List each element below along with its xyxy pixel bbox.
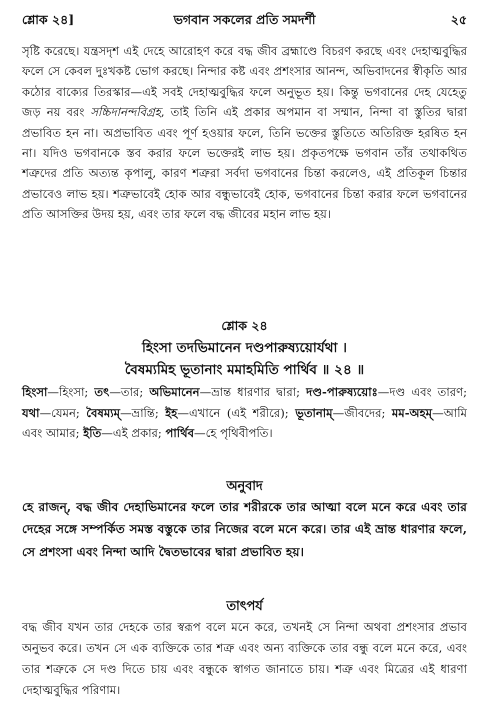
synonym-meaning: —ভ্রান্ত ধারণার দ্বারা;: [199, 385, 307, 399]
synonym-word: ভূতানাম্: [295, 405, 333, 420]
synonym-meaning: —ভ্রান্তি;: [120, 405, 166, 420]
synonym-meaning: —দণ্ড এবং তারণ;: [377, 385, 468, 399]
synonym-word: দণ্ড-পারুষ্যয়োঃ: [306, 385, 378, 399]
synonym-meaning: —এই প্রকার;: [101, 426, 166, 441]
synonym-word: অভিমানেন: [149, 385, 200, 399]
page-header: [22, 12, 467, 34]
synonym-word: যথা: [22, 405, 40, 420]
synonym-word: ইতি: [83, 426, 102, 441]
purport-title: তাৎপর্য: [226, 599, 263, 614]
translation-text: হে রাজন্, বদ্ধ জীব দেহাভিমানের ফলে তার শরীরকে তার আত্মা বলে মনে করে এবং তার দেহের সঙ্গে সম্পর্কিত সমস্ত বস্তুকে তার নিজের বলে মনে করে। তার এই ভ্রান্ত ধারণার ফলে, সে প্রশংসা এবং নিন্দা আদি দ্বৈতভাবের দ্বারা প্রভাবিত হয়।: [22, 500, 467, 559]
synonym-word: ইহ: [165, 405, 178, 420]
verse-line-1: হিংসা তদভিমানেন দণ্ডপারুষ্যয়োর্যথা ।: [141, 340, 348, 356]
synonym-word: পার্থিব: [165, 426, 195, 441]
synonym-meaning: —যেমন;: [39, 405, 87, 420]
synonym-word: তৎ: [94, 385, 110, 399]
synonym-word: বৈষম্যম্: [86, 405, 121, 420]
synonym-meaning: —আমি এবং আমার;: [22, 405, 467, 441]
synonym-word: হিংসা: [22, 385, 48, 399]
synonym-meaning: —তার;: [109, 385, 150, 399]
verse-number: শ্লোক ২৪: [221, 318, 268, 333]
synonym-word: মম-অহম্: [391, 405, 433, 420]
intro-italic-term: সচ্চিদানন্দবিগ্রহ: [90, 105, 161, 120]
header-page-number: ২৫: [450, 12, 467, 27]
intro-text-part2: , তাই তিনি এই প্রকার অপমান বা সম্মান, নিন্দা বা স্তুতির দ্বারা প্রভাবিত হন না। অপ্রভাবিত এবং পূর্ণ হওয়ার ফলে, তিনি ভক্তের স্তুতিতে অতিরিক্ত হরষিত হন না। যদিও ভগবানকে স্তব করার ফলে ভক্তেরই লাভ হয়। প্রকৃতপক্ষে ভগবান তাঁর তথাকথিত শত্রুদের প্রতি অত্যন্ত কৃপালু, কারণ শত্রুরা সর্বদা ভগবানের চিন্তা করলেও, এই প্রতিকূল চিন্তার প্রভাবেও লাভ হয়। শত্রুভাবেই হোক আর বন্ধুভাবেই হোক, ভগবানের চিন্তা করার ফলে ভগবানের প্রতি আসক্তির উদয় হয়, এবং তার ফলে বদ্ধ জীবের মহান লাভ হয়।: [22, 105, 467, 222]
synonyms-paragraph: [22, 382, 467, 444]
header-verse-ref: শ্লোক ২৪]: [22, 12, 75, 27]
synonym-meaning: —জীবদের;: [332, 405, 392, 420]
synonym-meaning: —হিংসা;: [47, 385, 95, 399]
translation-title: অনুবাদ: [226, 479, 263, 494]
verse-line-2: বৈষম্যমিহ ভূতানাং মমাহমিতি পার্থিব ॥ ২৪ ॥: [124, 362, 365, 378]
intro-text-part1: সৃষ্টি করেছে। যন্ত্রসদৃশ এই দেহে আরোহণ করে বদ্ধ জীব ব্রহ্মাণ্ডে বিচরণ করছে এবং দেহাত্মবুদ্ধির ফলে সে কেবল দুঃখকষ্ট ভোগ করছে। নিন্দার কষ্ট এবং প্রশংসার আনন্দ, অভিবাদনের স্বীকৃতি আর কঠোর বাক্যের তিরস্কার—এই সবই দেহাত্মবুদ্ধির ফলে অনুভূত হয়। কিন্তু ভগবানের দেহ যেহেতু জড় নয় বরং: [22, 44, 467, 120]
purport-text: বদ্ধ জীব যখন তার দেহকে তার স্বরূপ বলে মনে করে, তখনই সে নিন্দা অথবা প্রশংসার প্রভাব অনুভব করে। তখন সে এক ব্যক্তিকে তার শত্রু এবং অন্য ব্যক্তিকে তার বন্ধু বলে মনে করে, এবং তার শত্রুকে সে দণ্ড দিতে চায় এবং বন্ধুকে স্বাগত জানাতে চায়। শত্রু এবং মিত্রের এই ধারণা দেহাত্মবুদ্ধির পরিণাম।: [22, 620, 467, 697]
synonym-meaning: —এখানে (এই শরীরে);: [177, 405, 296, 420]
synonym-meaning: —হে পৃথিবীপতি।: [194, 426, 273, 441]
header-chapter-title: ভগবান সকলের প্রতি সমদর্শী: [173, 12, 316, 27]
intro-paragraph: [22, 41, 467, 225]
